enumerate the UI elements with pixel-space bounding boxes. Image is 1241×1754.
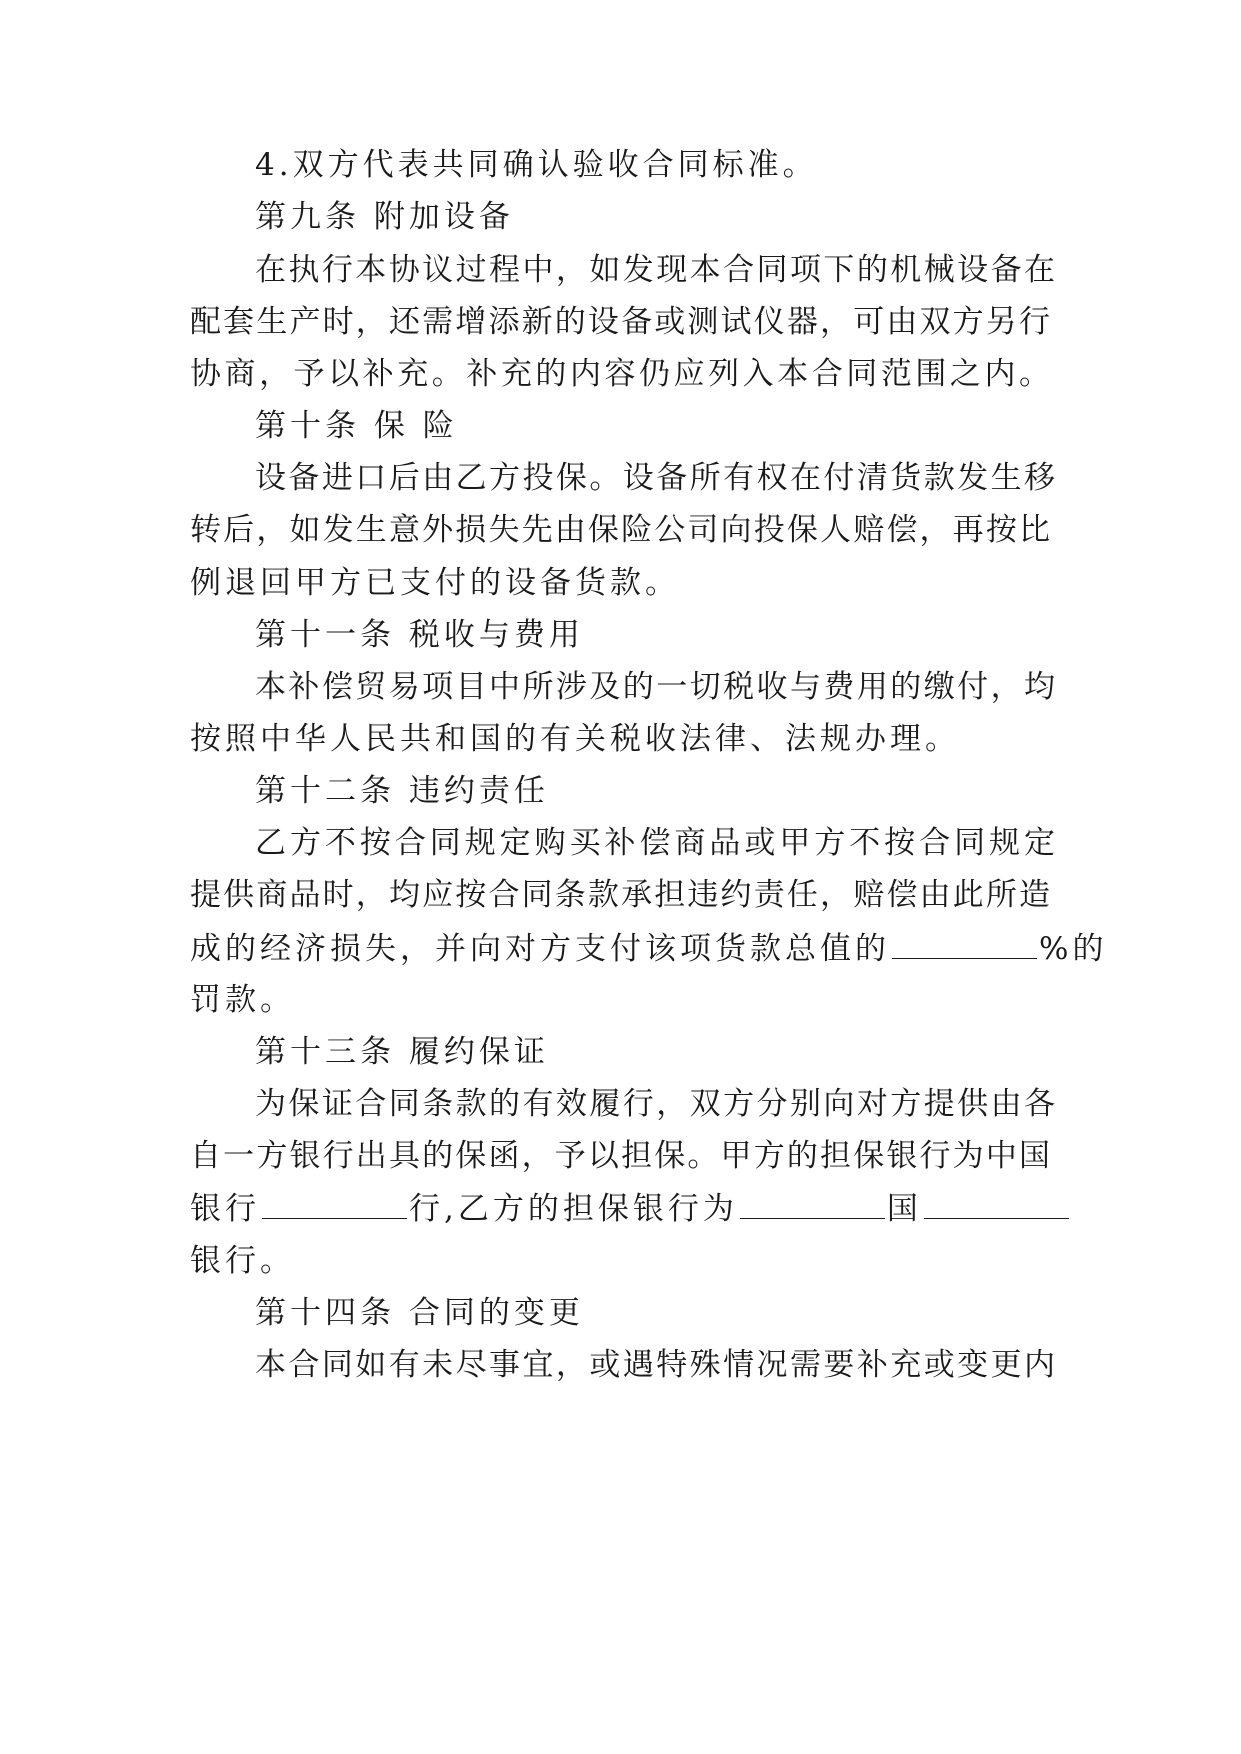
text-segment: 成的经济损失，并向对方支付该项货款总值的 [190,931,890,967]
text-segment: 国 [886,1191,922,1227]
text-segment: %的 [1039,931,1108,967]
text-line: 按照中华人民共和国的有关税收法律、法规办理。 [190,721,960,757]
text-line: 本补偿贸易项目中所涉及的一切税收与费用的缴付，均 [255,669,1055,705]
section-heading: 第十条 保 险 [255,408,458,444]
text-line: 转后，如发生意外损失先由保险公司向投保人赔偿，再按比 [190,512,1050,548]
text-line: 本合同如有未尽事宜，或遇特殊情况需要补充或变更内 [255,1347,1055,1383]
text-segment: 行,乙方的担保银行为 [409,1191,738,1227]
text-line: 协商，予以补充。补充的内容仍应列入本合同范围之内。 [190,356,1050,392]
section-heading: 第九条 附加设备 [255,199,514,235]
section-heading: 第十二条 违约责任 [255,773,549,809]
text-line: 4.双方代表共同确认验收合同标准。 [255,147,818,183]
text-line: 为保证合同条款的有效履行，双方分别向对方提供由各 [255,1086,1055,1122]
fill-blank[interactable] [262,1188,407,1219]
text-line: 配套生产时，还需增添新的设备或测试仪器，可由双方另行 [190,304,1050,340]
text-line: 银行。 [190,1243,295,1279]
text-line: 自一方银行出具的保函，予以担保。甲方的担保银行为中国 [190,1138,1050,1174]
section-heading: 第十四条 合同的变更 [255,1295,584,1331]
fill-blank[interactable] [892,928,1037,959]
text-line: 在执行本协议过程中，如发现本合同项下的机械设备在 [255,252,1055,288]
text-line: 罚款。 [190,982,295,1018]
text-line [190,1188,1050,1228]
fill-blank[interactable] [740,1188,885,1219]
section-heading: 第十三条 履约保证 [255,1034,549,1070]
text-line: 提供商品时，均应按合同条款承担违约责任，赔偿由此所造 [190,877,1050,913]
text-line: 设备进口后由乙方投保。设备所有权在付清货款发生移 [255,460,1055,496]
text-segment: 银行 [190,1191,260,1227]
section-heading: 第十一条 税收与费用 [255,617,584,653]
text-line [190,928,1108,968]
text-line: 例退回甲方已支付的设备货款。 [190,565,680,601]
fill-blank[interactable] [924,1188,1069,1219]
text-line: 乙方不按合同规定购买补偿商品或甲方不按合同规定 [255,825,1055,861]
